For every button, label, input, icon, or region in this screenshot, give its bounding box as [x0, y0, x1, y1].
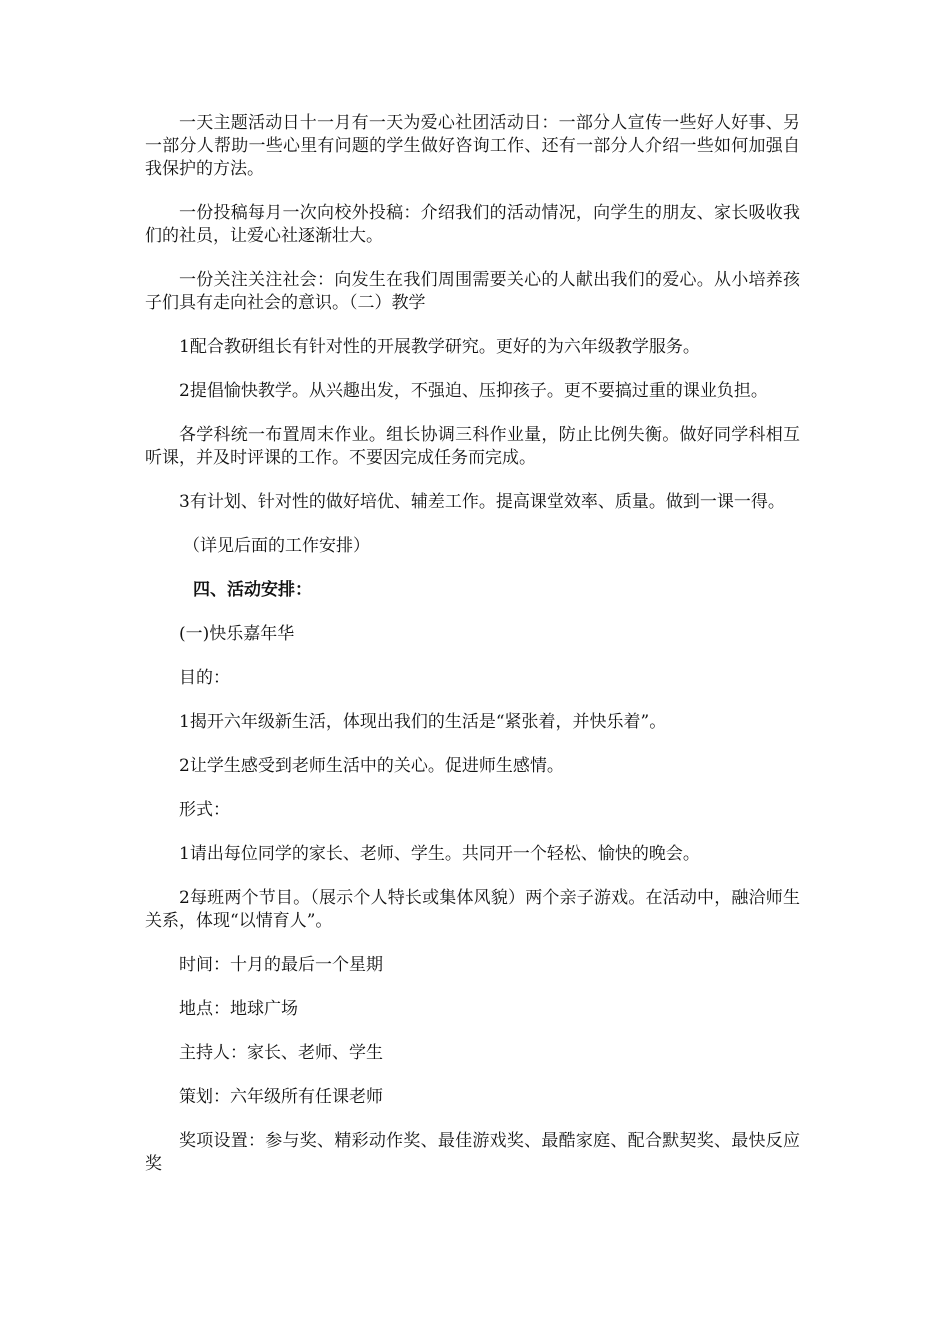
paragraph-submission: 一份投稿每月一次向校外投稿：介绍我们的活动情况，向学生的朋友、家长吸收我们的社员，让爱心社逐渐壮大。 [145, 203, 800, 246]
document-body [145, 112, 800, 1197]
paragraph-purpose-1: 1揭开六年级新生活，体现出我们的生活是“紧张着，并快乐着”。 [179, 712, 667, 732]
paragraph-teaching-3: 3有计划、针对性的做好培优、辅差工作。提高课堂效率、质量。做到一课一得。 [179, 492, 785, 512]
paragraph-awards: 奖项设置：参与奖、精彩动作奖、最佳游戏奖、最酷家庭、配合默契奖、最快反应奖 [145, 1131, 800, 1174]
paragraph-homework: 各学科统一布置周末作业。组长协调三科作业量，防止比例失衡。做好同学科相互听课，并及时评课的工作。不要因完成任务而完成。 [145, 425, 800, 468]
paragraph-planner: 策划：六年级所有任课老师 [179, 1087, 383, 1107]
paragraph-teaching-1: 1配合教研组长有针对性的开展教学研究。更好的为六年级教学服务。 [179, 337, 700, 357]
paragraph-teaching-2: 2提倡愉快教学。从兴趣出发，不强迫、压抑孩子。更不要搞过重的课业负担。 [179, 381, 768, 401]
paragraph-purpose-2: 2让学生感受到老师生活中的关心。促进师生感情。 [179, 756, 564, 776]
paragraph-time: 时间：十月的最后一个星期 [179, 955, 383, 975]
paragraph-form-label: 形式： [179, 800, 230, 820]
paragraph-see-schedule: （详见后面的工作安排） [183, 536, 370, 556]
paragraph-carnival: (一)快乐嘉年华 [179, 624, 295, 644]
paragraph-social-care: 一份关注关注社会：向发生在我们周围需要关心的人献出我们的爱心。从小培养孩子们具有走向社会的意识。（二）教学 [145, 270, 800, 313]
paragraph-love-club-day: 一天主题活动日十一月有一天为爱心社团活动日：一部分人宣传一些好人好事、另一部分人帮助一些心里有问题的学生做好咨询工作、还有一部分人介绍一些如何加强自我保护的方法。 [145, 113, 800, 179]
paragraph-host: 主持人：家长、老师、学生 [179, 1043, 383, 1063]
paragraph-purpose-label: 目的： [179, 668, 230, 688]
section-heading-activities: 四、活动安排： [193, 580, 312, 600]
paragraph-form-2: 2每班两个节目。（展示个人特长或集体风貌）两个亲子游戏。在活动中，融洽师生关系，体现“以情育人”。 [145, 888, 800, 931]
paragraph-form-1: 1请出每位同学的家长、老师、学生。共同开一个轻松、愉快的晚会。 [179, 844, 700, 864]
paragraph-location: 地点：地球广场 [179, 999, 298, 1019]
